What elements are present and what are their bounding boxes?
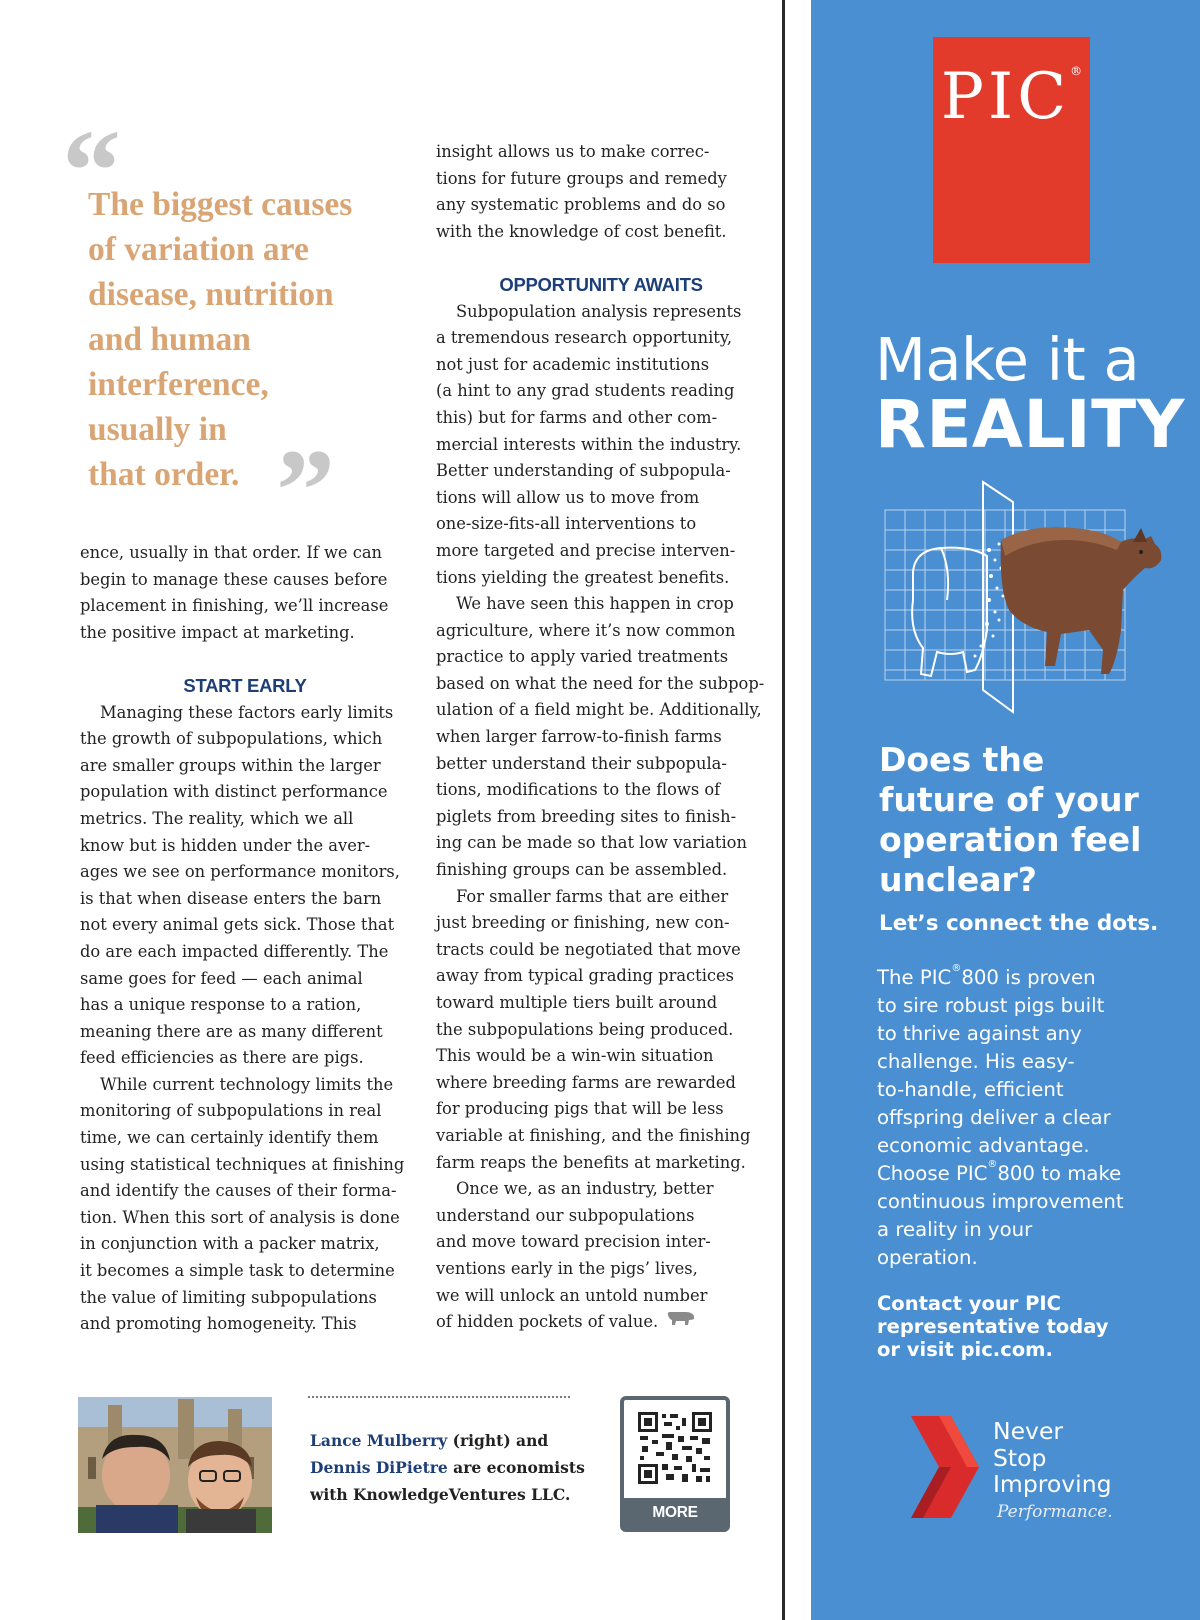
pullquote-line: interference,: [88, 366, 269, 403]
paragraph: [80, 700, 410, 1072]
qr-code-box[interactable]: [620, 1396, 730, 1551]
pullquote-line: usually in: [88, 411, 227, 448]
article-column-1: [80, 540, 410, 1338]
ad-body-line: to thrive against any: [877, 1022, 1082, 1045]
text-line: feed efficiencies as there are pigs.: [80, 1048, 364, 1068]
text-line: this) but for farms and other com-: [436, 407, 718, 427]
text-line: of hidden pockets of value.: [436, 1312, 659, 1332]
text-line: better understand their subpopula-: [436, 753, 727, 773]
text-line: the growth of subpopulations, which: [80, 729, 383, 749]
text-line: practice to apply varied treatments: [436, 647, 729, 667]
text-line: any systematic problems and do so: [436, 195, 726, 215]
paragraph: [436, 591, 766, 884]
ad-body-line: to-handle, efficient: [877, 1078, 1064, 1101]
divider-dotted: [308, 1396, 570, 1398]
text-line: it becomes a simple task to determine: [80, 1261, 395, 1281]
text-line: and move toward precision inter-: [436, 1232, 711, 1252]
text-line: For smaller farms that are either: [456, 886, 729, 906]
text-line: ing can be made so that low variation: [436, 833, 747, 853]
author-bio: [310, 1428, 590, 1508]
bio-text: are economists: [447, 1457, 585, 1477]
text-line: more targeted and precise interven-: [436, 540, 736, 560]
pullquote-line: disease, nutrition: [88, 276, 334, 313]
text-line: ventions early in the pigs’ lives,: [436, 1258, 698, 1278]
ad-headline-2: REALITY: [875, 386, 1185, 463]
ad-tagline: [993, 1418, 1112, 1498]
text-line: ages we see on performance monitors,: [80, 862, 400, 882]
text-line: farm reaps the benefits at marketing.: [436, 1152, 746, 1172]
ad-question-line: Does the: [879, 740, 1045, 779]
text-line: This would be a win-win situation: [436, 1046, 714, 1066]
ad-tagline-line: Never: [993, 1417, 1064, 1445]
text-line: metrics. The reality, which we all: [80, 808, 354, 828]
text-line: the positive impact at marketing.: [80, 622, 355, 642]
section-heading-start-early: START EARLY: [183, 674, 307, 696]
pullquote: [88, 182, 418, 497]
text-line: meaning there are as many different: [80, 1021, 383, 1041]
text-line: based on what the need for the subpop-: [436, 673, 765, 693]
text-line: just breeding or finishing, new con-: [436, 913, 730, 933]
text-line: away from typical grading practices: [436, 966, 735, 986]
text-line: Managing these factors early limits: [100, 702, 394, 722]
ad-body-line: offspring deliver a clear: [877, 1106, 1111, 1129]
ad-body-line: operation.: [877, 1246, 978, 1269]
paragraph: [436, 884, 766, 1177]
ad-contact-line: or visit pic.com.: [877, 1338, 1053, 1361]
ad-tagline-script: Performance.: [997, 1502, 1113, 1522]
ad-body-line: economic advantage.: [877, 1134, 1090, 1157]
text-line: tion. When this sort of analysis is done: [80, 1207, 400, 1227]
text-line: know but is hidden under the aver-: [80, 835, 371, 855]
paragraph: [80, 1072, 410, 1338]
text-line: begin to manage these causes before: [80, 569, 388, 589]
bio-text: (right) and: [447, 1431, 549, 1450]
text-line: is that when disease enters the barn: [80, 888, 382, 908]
author-photo: [78, 1397, 272, 1533]
text-line: one-size-fits-all interventions to: [436, 514, 697, 534]
text-line: tions will allow us to move from: [436, 487, 700, 507]
ad-contact-line: Contact your PIC: [877, 1292, 1061, 1315]
text-line: toward multiple tiers built around: [436, 993, 718, 1012]
registered-mark: ®: [1070, 64, 1083, 78]
text-line: agriculture, where it’s now common: [436, 620, 736, 640]
text-line: placement in finishing, we’ll increase: [80, 596, 389, 616]
text-line: and promoting homogeneity. This: [80, 1314, 357, 1334]
text-line: are smaller groups within the larger: [80, 755, 381, 775]
text-line: finishing groups can be assembled.: [436, 860, 728, 880]
text-line: population with distinct performance: [80, 782, 388, 802]
ad-subheading: Let’s connect the dots.: [879, 911, 1159, 936]
paragraph: [80, 540, 410, 646]
text-line: using statistical techniques at finishing: [80, 1154, 405, 1174]
text-line: tracts could be negotiated that move: [436, 939, 741, 959]
red-chevron-icon: [907, 1414, 985, 1520]
text-line: where breeding farms are rewarded: [436, 1072, 736, 1092]
pullquote-line: The biggest causes: [88, 186, 353, 223]
ad-body-line: challenge. His easy-: [877, 1050, 1075, 1073]
text-line: has a unique response to a ration,: [80, 995, 362, 1015]
ad-body-line: Choose PIC®800 to make: [877, 1159, 1122, 1185]
ad-tagline-line: Stop: [993, 1443, 1047, 1472]
text-line: monitoring of subpopulations in real: [80, 1101, 382, 1121]
pic-logo: [933, 37, 1090, 263]
ad-body-line: a reality in your: [877, 1218, 1033, 1241]
ad-contact-line: representative today: [877, 1315, 1109, 1338]
text-line: the subpopulations being produced.: [436, 1019, 734, 1039]
text-line: a tremendous research opportunity,: [436, 328, 733, 348]
text-line: not just for academic institutions: [436, 354, 710, 374]
ad-body-line: continuous improvement: [877, 1190, 1124, 1213]
text-line: ulation of a field might be. Additionally,: [436, 700, 762, 720]
text-line: the value of limiting subpopulations: [80, 1287, 377, 1307]
text-line: same goes for feed — each animal: [80, 968, 363, 988]
bio-text: with KnowledgeVentures LLC.: [310, 1484, 571, 1504]
qr-label: MORE ONLINE: [624, 1498, 726, 1528]
text-line: when larger farrow-to-finish farms: [436, 727, 722, 747]
text-line: we will unlock an untold number: [436, 1285, 708, 1305]
text-line: insight allows us to make correc-: [436, 142, 710, 161]
text-line: ence, usually in that order. If we can: [80, 543, 383, 562]
ad-question: [879, 740, 1179, 900]
text-line: tions, modifications to the flows of: [436, 780, 721, 800]
ad-tagline-line: Improving: [993, 1470, 1112, 1498]
text-line: with the knowledge of cost benefit.: [436, 221, 727, 241]
text-line: in conjunction with a packer matrix,: [80, 1234, 380, 1254]
ad-question-line: operation feel: [879, 820, 1142, 859]
pullquote-open-mark: “: [62, 105, 121, 236]
ad-headline-1: Make it a: [875, 325, 1140, 394]
text-line: for producing pigs that will be less: [436, 1099, 724, 1119]
pic-advertisement[interactable]: [811, 0, 1200, 1620]
author-name-1: Lance Mulberry: [310, 1431, 448, 1450]
text-line: Subpopulation analysis represents: [456, 301, 742, 321]
text-line: not every animal gets sick. Those that: [80, 915, 395, 935]
ad-body-copy: [877, 964, 1187, 1272]
paragraph: [436, 139, 766, 245]
text-line: time, we can certainly identify them: [80, 1128, 379, 1148]
pullquote-close-mark: ”: [276, 425, 335, 556]
pig-grid-illustration: [871, 480, 1171, 720]
paragraph: [436, 299, 766, 592]
text-line: variable at finishing, and the finishing: [436, 1125, 751, 1145]
author-name-2: Dennis DiPietre: [310, 1457, 448, 1477]
pullquote-line: of variation are: [88, 231, 309, 268]
text-line: tions for future groups and remedy: [436, 168, 727, 188]
text-line: Better understanding of subpopula-: [436, 461, 731, 481]
pic-logo-text: PIC: [940, 60, 1071, 134]
text-line: We have seen this happen in crop: [456, 594, 734, 614]
paragraph: [436, 1176, 766, 1336]
text-line: understand our subpopulations: [436, 1205, 695, 1225]
text-line: Once we, as an industry, better: [456, 1179, 714, 1199]
pig-icon: [666, 1309, 696, 1336]
page-divider: [782, 0, 785, 1620]
text-line: piglets from breeding sites to finish-: [436, 806, 737, 826]
ad-question-line: unclear?: [879, 860, 1037, 899]
ad-question-line: future of your: [879, 780, 1139, 819]
text-line: and identify the causes of their forma-: [80, 1181, 397, 1201]
section-heading-opportunity-awaits: OPPORTUNITY AWAITS: [499, 273, 703, 295]
text-line-last: [436, 1309, 766, 1336]
article-column-2: [436, 139, 766, 1336]
text-line: do are each impacted differently. The: [80, 941, 389, 961]
ad-body-line: to sire robust pigs built: [877, 994, 1105, 1017]
text-line: (a hint to any grad students reading: [436, 381, 735, 401]
text-line: mercial interests within the industry.: [436, 434, 742, 454]
ad-contact[interactable]: [877, 1292, 1109, 1361]
pullquote-line: that order.: [88, 456, 240, 493]
qr-code-icon: [638, 1412, 712, 1484]
text-line: While current technology limits the: [100, 1074, 394, 1094]
text-line: tions yielding the greatest benefits.: [436, 567, 730, 587]
pullquote-line: and human: [88, 321, 251, 358]
ad-body-line: The PIC®800 is proven: [877, 963, 1096, 989]
